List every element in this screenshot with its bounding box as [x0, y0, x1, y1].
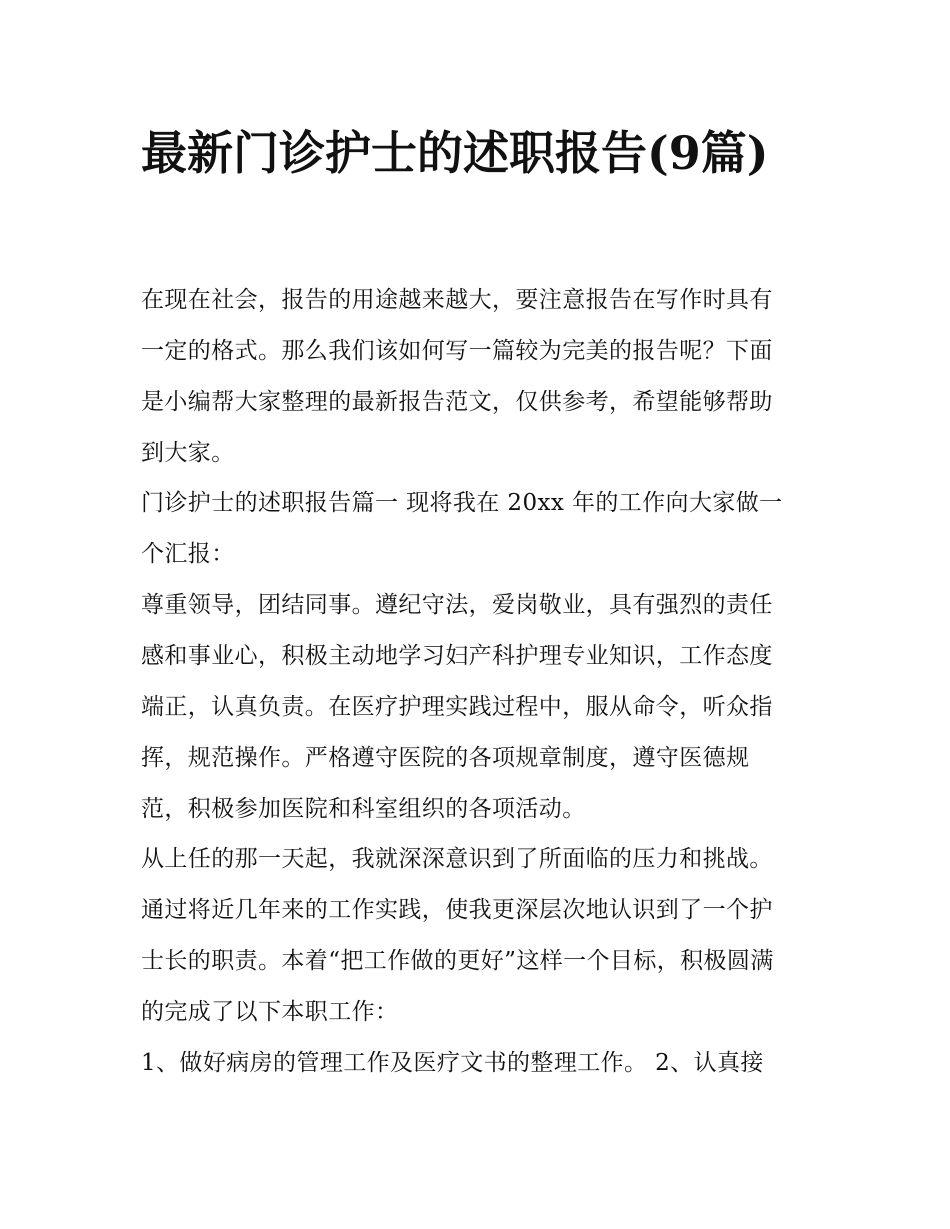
body-line: 在现在社会，报告的用途越来越大，要注意报告在写作时具有 [141, 287, 773, 313]
body-line: 个汇报： [141, 541, 235, 567]
body-line: 范，积极参加医院和科室组织的各项活动。 [141, 796, 586, 822]
body-line: 挥，规范操作。严格遵守医院的各项规章制度，遵守医德规 [141, 745, 750, 771]
document-title: 最新门诊护士的述职报告(9篇) [141, 126, 769, 180]
body-line: 1、做好病房的管理工作及医疗文书的整理工作。 2、认真接 [141, 1050, 764, 1076]
body-line: 通过将近几年来的工作实践，使我更深层次地认识到了一个护 [141, 897, 773, 923]
body-line: 尊重领导，团结同事。遵纪守法，爱岗敬业，具有强烈的责任 [141, 592, 773, 618]
body-line: 的完成了以下本职工作： [141, 999, 399, 1025]
body-line: 到大家。 [141, 440, 235, 466]
body-line: 门诊护士的述职报告篇一 现将我在 20xx 年的工作向大家做一 [141, 490, 783, 516]
body-line: 感和事业心，积极主动地学习妇产科护理专业知识，工作态度 [141, 643, 773, 669]
body-line: 端正，认真负责。在医疗护理实践过程中，服从命令，听众指 [141, 694, 773, 720]
body-line: 一定的格式。那么我们该如何写一篇较为完美的报告呢？下面 [141, 338, 773, 364]
body-line: 是小编帮大家整理的最新报告范文，仅供参考，希望能够帮助 [141, 389, 773, 415]
body-line: 士长的职责。本着“把工作做的更好”这样一个目标，积极圆满 [141, 948, 774, 974]
body-line: 从上任的那一天起，我就深深意识到了所面临的压力和挑战。 [141, 846, 773, 872]
